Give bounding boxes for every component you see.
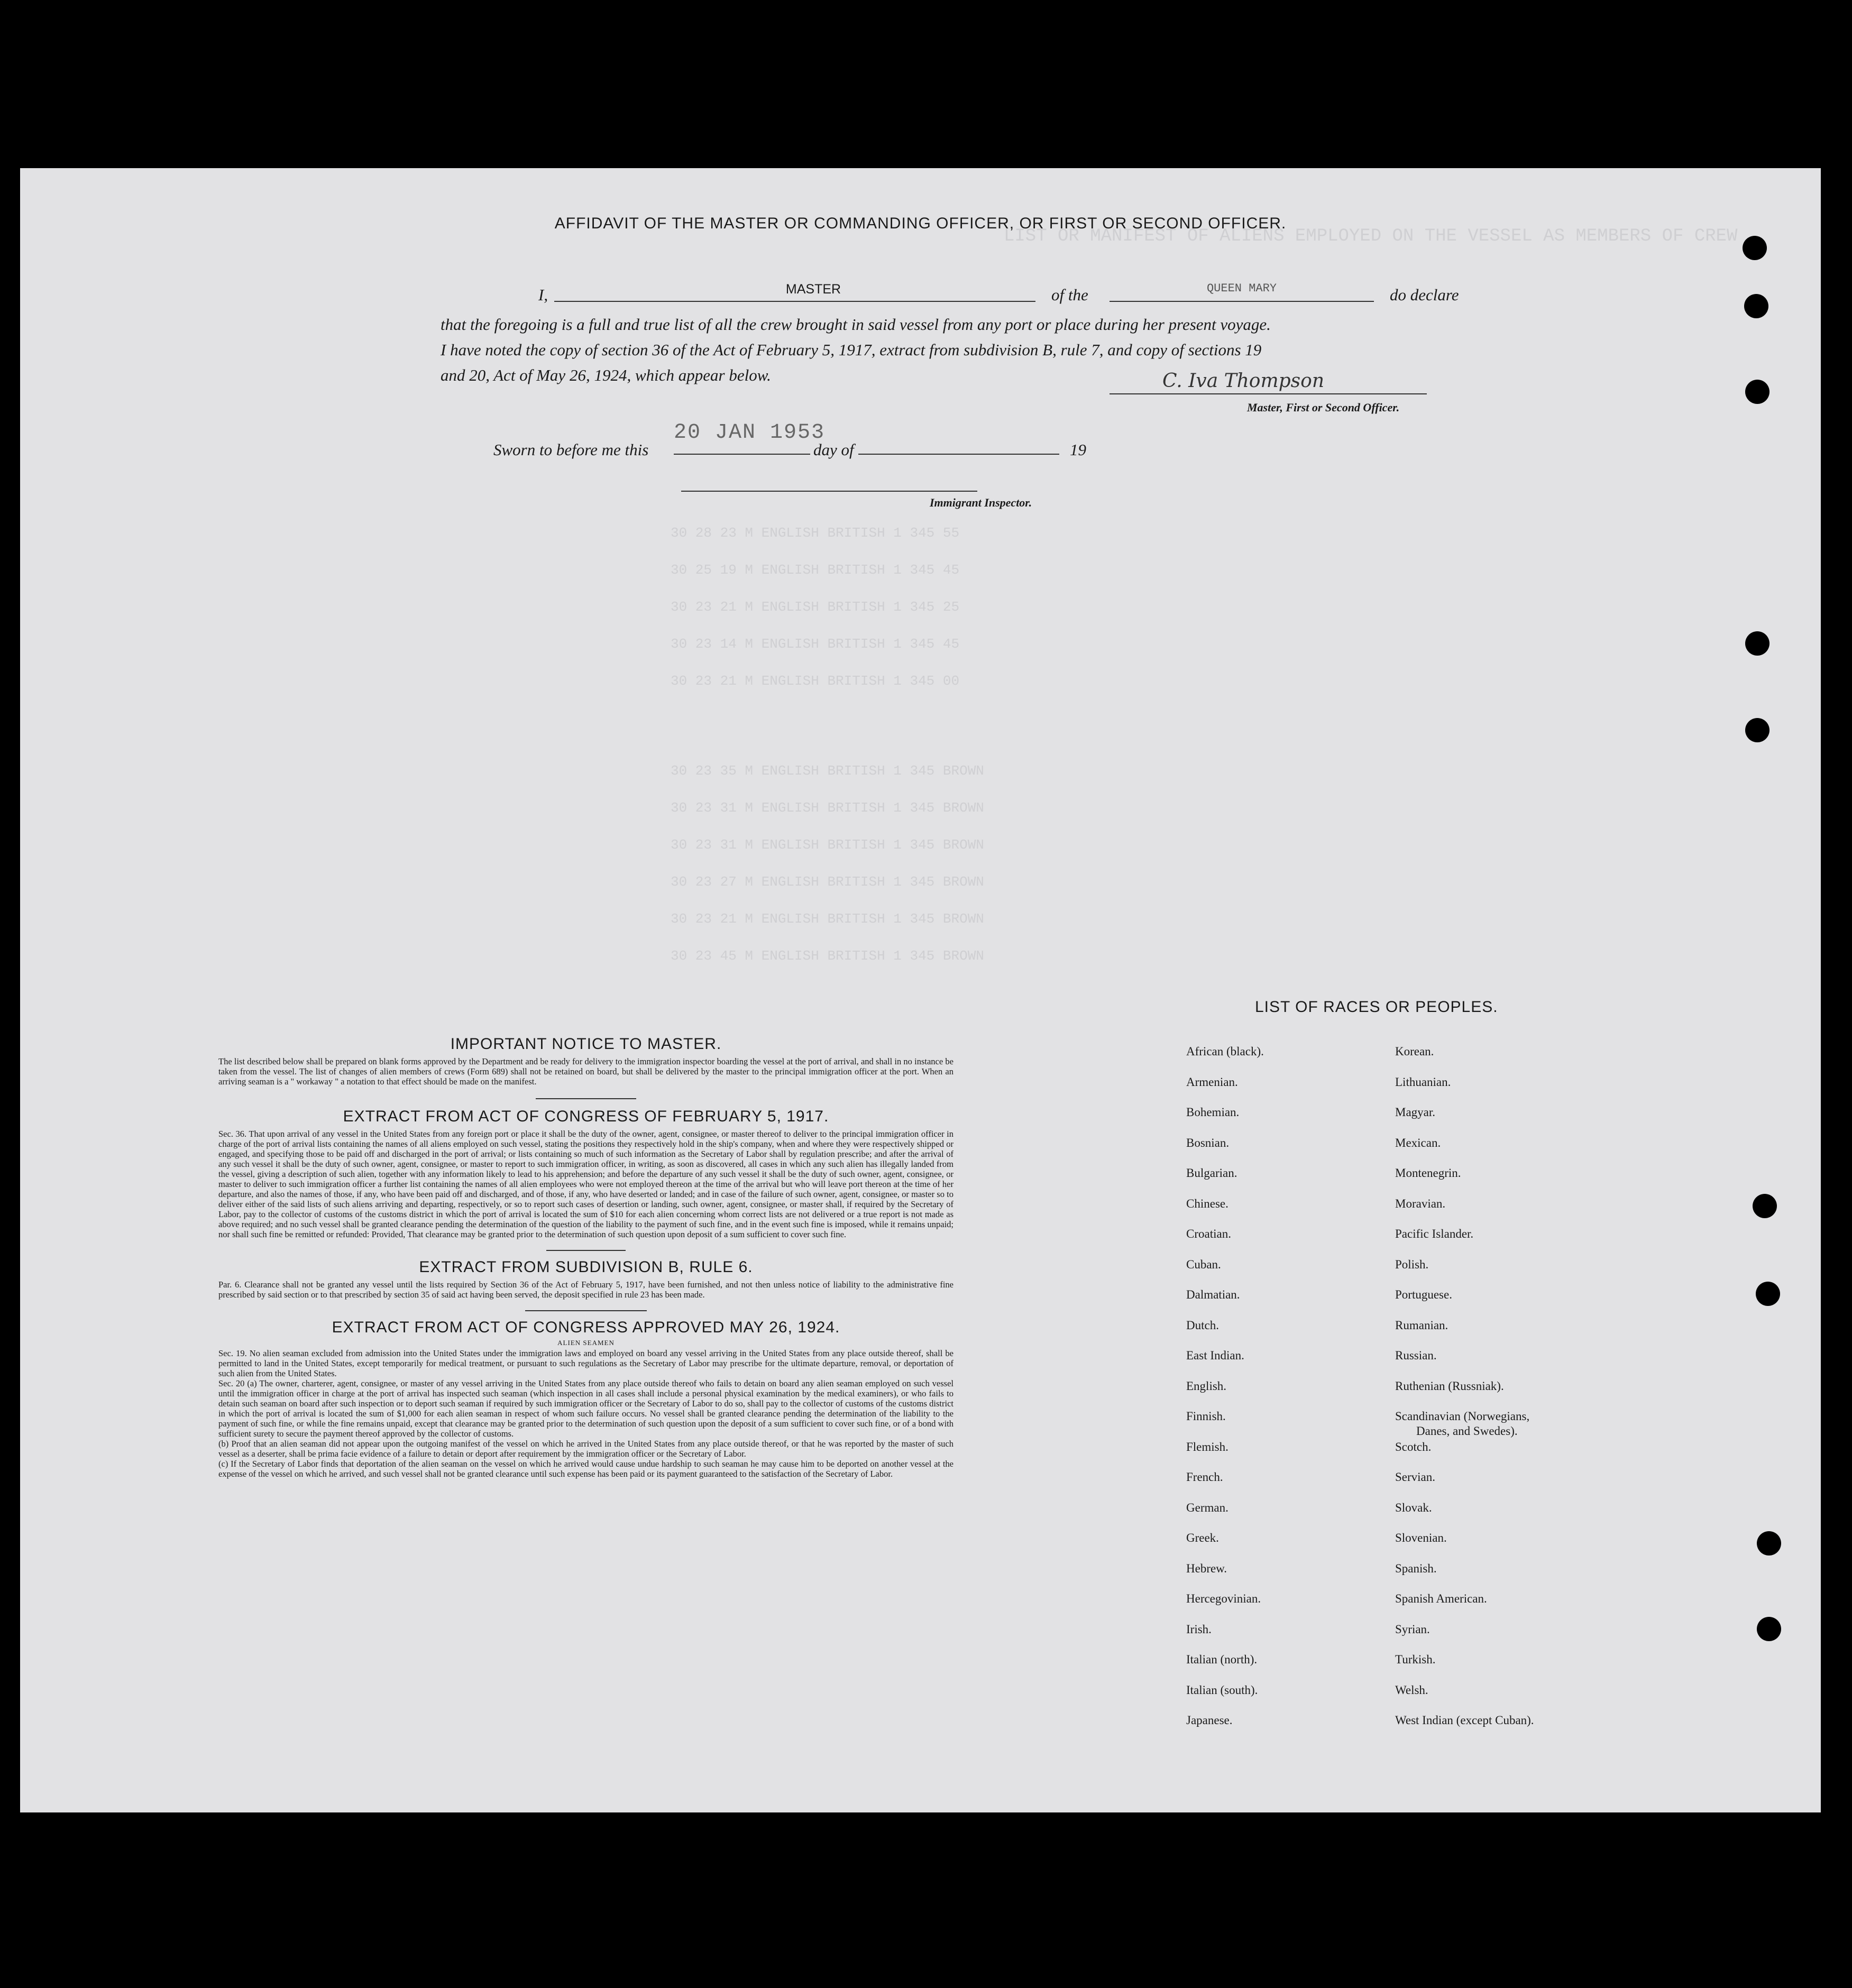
extract-1917-title: EXTRACT FROM ACT OF CONGRESS OF FEBRUARY 5, 1917. <box>343 1108 829 1125</box>
bleed-through-text: 30 23 21 M ENGLISH BRITISH 1 345 BROWN <box>671 911 984 927</box>
binder-hole <box>1745 718 1770 742</box>
legal-extracts-column <box>218 1035 953 1479</box>
binder-hole <box>1753 1194 1777 1218</box>
race-item: Italian (south). <box>1186 1683 1258 1697</box>
binder-hole <box>1757 1531 1781 1556</box>
do-declare-label: do declare <box>1390 286 1459 304</box>
bleed-through-text: 30 23 31 M ENGLISH BRITISH 1 345 BROWN <box>671 800 984 816</box>
race-item: Ruthenian (Russniak). <box>1395 1379 1504 1393</box>
race-item: Servian. <box>1395 1470 1436 1484</box>
signature-line <box>1110 383 1427 394</box>
year-prefix: 19 <box>1070 440 1086 459</box>
binder-hole <box>1745 631 1770 656</box>
race-item: Danes, and Swedes). <box>1416 1424 1518 1438</box>
bleed-through-text: 30 23 27 M ENGLISH BRITISH 1 345 BROWN <box>671 874 984 890</box>
race-item: Cuban. <box>1186 1257 1221 1271</box>
race-item: Japanese. <box>1186 1714 1233 1727</box>
race-item: West Indian (except Cuban). <box>1395 1714 1534 1727</box>
race-item: African (black). <box>1186 1045 1264 1058</box>
extract-1924-sec19: Sec. 19. No alien seaman excluded from admission into the United States under the immigration laws and employed on board any vessel arriving in the United States from any place outside thereof, shall be permitted to land in the United States, except temporarily for medical treatment, or pursuant to such regulations as the Secretary of Labor may prescribe for the ultimate departure, removal, or deportation of such alien from the United States. <box>218 1348 953 1378</box>
extract-rule6-body: Par. 6. Clearance shall not be granted any vessel until the lists required by Section 36 of the Act of February 5, 1917, have been furnished, and not then unless notice of liability to the administrative fine prescribed by said section or to that prescribed by section 35 of said act having been served, the deposit specified in rule 23 has been made. <box>218 1280 953 1300</box>
binder-hole <box>1757 1617 1781 1641</box>
extract-1924-subtitle: ALIEN SEAMEN <box>557 1339 615 1347</box>
sworn-date-stamp: 20 JAN 1953 <box>674 421 826 445</box>
sworn-label: Sworn to before me this <box>493 440 649 459</box>
race-item: Lithuanian. <box>1395 1075 1451 1089</box>
affidavit-i-label: I, <box>538 286 548 304</box>
race-item: East Indian. <box>1186 1349 1244 1362</box>
extract-1917-body: Sec. 36. That upon arrival of any vessel in the United States from any foreign port or place it shall be the duty of the owner, agent, consignee, or master thereof to deliver to the principal immigration officer in charge of the port of arrival lists containing the names of all aliens employed on such vessel, stating the positions they respectively hold in the ship's company, when and where they were respectively shipped or engaged, and specifying those to be paid off and discharged in the port of arrival; or lists containing so much of such information as the Secretary of Labor shall by regulation prescribe; and after the arrival of any such vessel it shall be the duty of such owner, agent, consignee, or master to report to such immigration officer, in writing, as soon as discovered, all cases in which any such alien has illegally landed from the vessel, giving a description of such alien, together with any information likely to lead to his apprehension; and before the departure of any such vessel it shall be the duty of such owner, agent, consignee, or master to deliver to such immigration officer a further list containing the names of all alien employees who were not employed thereon at the time of the arrival but who will leave port thereon at the time of her departure, and also the names of those, if any, who have been paid off and discharged, and of those, if any, who have deserted or landed; and in case of the failure of such owner, agent, consignee, or master so to deliver either of the said lists of such aliens arriving and departing, respectively, or so to report such cases of desertion or landing, such owner, agent, consignee, or master shall, if required by the Secretary of Labor, pay to the collector of customs of the customs district in which the port of arrival is located the sum of $10 for each alien concerning whom correct lists are not delivered or a true report is not made as above required; and no such vessel shall be granted clearance pending the determination of the question of the liability to the payment of such fine, and in the event such fine is imposed, while it remains unpaid; nor shall such fine be remitted or refunded: Provided, That clearance may be granted prior to the determination of such question upon deposit of a sum sufficient to cover such fine. <box>218 1129 953 1239</box>
bleed-through-text: 30 23 14 M ENGLISH BRITISH 1 345 45 <box>671 636 960 652</box>
race-item: Irish. <box>1186 1622 1212 1636</box>
day-of-label: day of <box>813 440 854 459</box>
declaration-line-3: and 20, Act of May 26, 1924, which appear below. <box>441 366 771 384</box>
race-item: Dutch. <box>1186 1318 1219 1332</box>
race-item: Slovenian. <box>1395 1531 1447 1544</box>
race-item: Armenian. <box>1186 1075 1238 1089</box>
extract-rule6-title: EXTRACT FROM SUBDIVISION B, RULE 6. <box>419 1258 753 1276</box>
race-item: Hercegovinian. <box>1186 1592 1261 1605</box>
inspector-signature-line <box>681 480 977 492</box>
section-divider <box>536 1098 636 1099</box>
race-item: French. <box>1186 1470 1223 1484</box>
race-item: Bosnian. <box>1186 1136 1230 1149</box>
race-item: Croatian. <box>1186 1227 1231 1240</box>
race-item: Russian. <box>1395 1349 1437 1362</box>
race-item: Moravian. <box>1395 1197 1446 1210</box>
of-the-label: of the <box>1051 286 1088 304</box>
officer-rank-value: MASTER <box>785 282 841 297</box>
bleed-through-text: 30 23 21 M ENGLISH BRITISH 1 345 25 <box>671 599 960 615</box>
race-item: Slovak. <box>1395 1501 1432 1514</box>
binder-hole <box>1744 294 1768 318</box>
bleed-through-text: 30 23 35 M ENGLISH BRITISH 1 345 BROWN <box>671 763 984 779</box>
race-item: German. <box>1186 1501 1228 1514</box>
race-item: Spanish. <box>1395 1561 1437 1575</box>
race-item: Syrian. <box>1395 1622 1430 1636</box>
binder-hole <box>1745 380 1770 404</box>
bleed-through-text: 30 23 31 M ENGLISH BRITISH 1 345 BROWN <box>671 837 984 853</box>
vessel-name-value: QUEEN MARY <box>1206 282 1277 295</box>
bleed-through-text: 30 25 19 M ENGLISH BRITISH 1 345 45 <box>671 562 960 578</box>
signature-caption: Master, First or Second Officer. <box>1247 401 1400 414</box>
race-item: Mexican. <box>1395 1136 1441 1149</box>
section-divider <box>525 1310 647 1311</box>
extract-1924-sec20b: (b) Proof that an alien seaman did not appear upon the outgoing manifest of the vessel on which he arrived in the United States from any place outside thereof, or that he was reported by the master of such vessel as a deserter, shall be prima facie evidence of a failure to detain or deport after requirement by the immigration officer or the Secretary of Labor. <box>218 1439 953 1459</box>
bleed-through-text: 30 28 23 M ENGLISH BRITISH 1 345 55 <box>671 525 960 541</box>
vessel-name-field <box>1110 282 1374 302</box>
race-item: Magyar. <box>1395 1106 1436 1119</box>
affidavit-title: AFFIDAVIT OF THE MASTER OR COMMANDING OFFICER, OR FIRST OR SECOND OFFICER. <box>554 215 1287 232</box>
race-item: Portuguese. <box>1395 1288 1452 1301</box>
race-item: Spanish American. <box>1395 1592 1487 1605</box>
extract-1924-sec20c: (c) If the Secretary of Labor finds that deportation of the alien seaman on the vessel on which he arrived would cause undue hardship to such seaman he may cause him to be deported on another vessel at the expense of the vessel on which he arrived, and such vessel shall not be granted clearance until such expense has been paid or its payment guaranteed to the satisfaction of the Secretary of Labor. <box>218 1459 953 1479</box>
bleed-through-text: 30 23 21 M ENGLISH BRITISH 1 345 00 <box>671 673 960 689</box>
race-item: Chinese. <box>1186 1197 1228 1210</box>
race-item: Bohemian. <box>1186 1106 1240 1119</box>
declaration-line-2: I have noted the copy of section 36 of the Act of February 5, 1917, extract from subdivision B, rule 7, and copy of sections 19 <box>441 340 1262 359</box>
officer-rank-field <box>554 282 1035 302</box>
extract-1924-title: EXTRACT FROM ACT OF CONGRESS APPROVED MAY 26, 1924. <box>332 1319 840 1336</box>
race-item: Scandinavian (Norwegians, <box>1395 1410 1530 1423</box>
race-item: Korean. <box>1395 1045 1434 1058</box>
bleed-through-text: 30 23 45 M ENGLISH BRITISH 1 345 BROWN <box>671 948 984 964</box>
bleed-through-text: LIST OR MANIFEST OF ALIENS EMPLOYED ON THE VESSEL AS MEMBERS OF CREW <box>1004 226 1738 246</box>
notice-body: The list described below shall be prepared on blank forms approved by the Department and be ready for delivery to the immigration inspector boarding the vessel at the port of arrival, and shall in no instance be taken from the vessel. The list of changes of alien members of crews (Form 689) shall not be retained on board, but shall be delivered by the master to the principal immigration officer at the port. When an arriving seaman is a " workaway " a notation to that effect should be made on the manifest. <box>218 1056 953 1087</box>
document-page <box>20 168 1821 1812</box>
notice-title: IMPORTANT NOTICE TO MASTER. <box>450 1035 722 1053</box>
binder-hole <box>1756 1282 1780 1306</box>
race-item: Welsh. <box>1395 1683 1428 1697</box>
race-item: Dalmatian. <box>1186 1288 1240 1301</box>
race-item: Hebrew. <box>1186 1561 1227 1575</box>
sworn-day-line <box>674 438 810 455</box>
race-item: Polish. <box>1395 1257 1429 1271</box>
race-item: Pacific Islander. <box>1395 1227 1474 1240</box>
race-item: Montenegrin. <box>1395 1166 1461 1180</box>
race-item: Bulgarian. <box>1186 1166 1237 1180</box>
race-item: English. <box>1186 1379 1227 1393</box>
extract-1924-sec20a: Sec. 20 (a) The owner, charterer, agent, consignee, or master of any vessel arriving in the United States from any place outside thereof who fails to detain on board any alien seaman employed on such vessel until the immigration officer in charge at the port of arrival has inspected such seaman (which inspection in all cases shall include a personal physical examination by the medical examiners), or who fails to detain such seaman on board after such inspection or to deport such seaman if required by such immigration officer or the Secretary of Labor to do so, shall pay to the collector of customs of the customs district in which the port of arrival is located the sum of $1,000 for each alien seaman in respect of whom such failure occurs. No vessel shall be granted clearance pending the determination of the liability to the payment of such fine, or while the fine remains unpaid, except that clearance may be granted prior to the determination of such question upon the deposit of a sum sufficient to cover such fine, or of a bond with sufficient surety to secure the payment thereof approved by the collector of customs. <box>218 1378 953 1439</box>
race-item: Rumanian. <box>1395 1318 1448 1332</box>
race-item: Turkish. <box>1395 1653 1436 1666</box>
race-item: Flemish. <box>1186 1440 1228 1453</box>
race-item: Italian (north). <box>1186 1653 1258 1666</box>
inspector-caption: Immigrant Inspector. <box>930 496 1032 509</box>
race-item: Scotch. <box>1395 1440 1432 1453</box>
sworn-month-line <box>858 438 1059 455</box>
section-divider <box>546 1250 626 1251</box>
race-item: Finnish. <box>1186 1410 1226 1423</box>
binder-hole <box>1743 236 1767 260</box>
race-item: Greek. <box>1186 1531 1219 1544</box>
declaration-line-1: that the foregoing is a full and true list of all the crew brought in said vessel from any port or place during her present voyage. <box>441 315 1271 334</box>
races-title: LIST OF RACES OR PEOPLES. <box>1255 998 1498 1016</box>
officer-signature: C. Iva Thompson <box>1162 370 1324 392</box>
